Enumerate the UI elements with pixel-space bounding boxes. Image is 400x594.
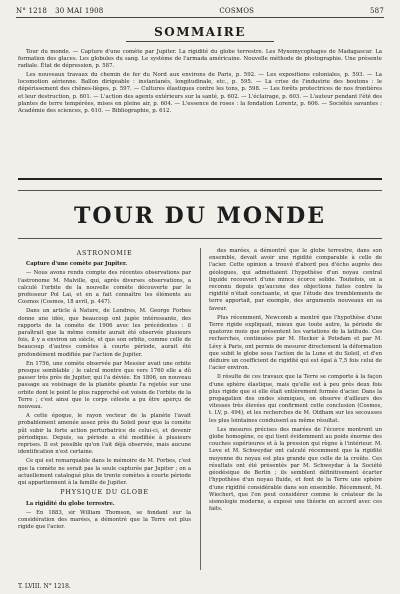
body-paragraph: Les mesures précises des marées de l'écorce montrent un globe homogène, ce qui tient évidemment au poids énorme des couches supérieures et à la pression qui règne à l'intérieur. M. Love et M. Schweydar ont calculé récemment que la rigidité moyenne du noyau est plus grande que celle de la croûte. Ces résultats ont été présentés par M. Schweydar à la Société géodésique de Berlin ; ils semblent définitivement écarter l'hypothèse d'un noyau fluide, et font de la Terre une sphère d'une rigidité considérable dans son ensemble. Récemment, M. Wiechert, que l'on peut considérer comme le créateur de la sismologie moderne, a exposé une théorie en accord avec ces faits. (209, 426, 382, 513)
body-paragraph: A cette époque, le rayon vecteur de la planète l'avait probablement amenée assez près du Soleil pour que la comète pût subir la forte action perturbatrice de celui-ci, et devenir périodique. Depuis, sa période a été modifiée à plusieurs reprises. Il est possible qu'on l'ait déjà observée, mais aucune identification n'est certaine. (18, 413, 191, 456)
body-paragraph: — Nous avons rendu compte des récentes observations par l'astronome M. Malville, qui, après diverses observations, a calculé l'orbite de la nouvelle comète découverte par le professeur Pol Lai, et en a fait connaître les éléments au Cosmos (Cosmos, 18 avril, p. 447). (18, 270, 191, 306)
header-left (16, 7, 103, 15)
issue-date: 30 MAI 1908 (55, 7, 104, 15)
sommaire-text (18, 49, 382, 117)
subheading-rigidite: La rigidité du globe terrestre. (26, 500, 115, 507)
sommaire-title: SOMMAIRE (154, 25, 246, 39)
section-heading-physique: PHYSIQUE DU GLOBE (60, 488, 149, 497)
journal-name: COSMOS (219, 7, 255, 15)
body-paragraph: En 1756, une comète observée par Messier avait une orbite presque semblable ; le calcul montre que vers 1760 elle a dû passer très près de Jupiter, qui l'a déviée. En 1806, un nouveau passage au voisinage de la planète géante l'a rejetée sur une orbite dont le point le plus rapproché est voisin de l'orbite de la Terre ; c'est ainsi que le corps céleste a pu être aperçu de nouveau. (18, 360, 191, 411)
sommaire-paragraph: Les nouveaux travaux du chemin de fer du Nord aux environs de Paris, p. 592. — Les expositions coloniales, p. 593. — La locomotion aérienne. Ballon dirigeable : instantanés, longitudinale, etc., p. 595. — La crise de l'industrie des boutons : le dépérissement des chênes-lièges, p. 597. — Cultures élastiques contre les tons, p. 598. — Les forêts protectrices de nos frontières et leur destruction, p. 601. — L'action des agents extérieurs sur la santé, p. 602. — L'éclairage, p. 603. — L'auteur pendant l'été des plantes de terre tempérées, mises en pleine air, p. 604. — L'essence de roses : la fondation Lorentz, p. 606. — Sociétés savantes : Académie des sciences, p. 610. — Bibliographie, p. 612. (18, 72, 382, 114)
body-paragraph: Plus récemment, Newcomb a montré que l'hypothèse d'une Terre rigide expliquait, mieux que toute autre, la période de quatorze mois que présentent les variations de la latitude. Ces recherches, continuées par M. Hecker à Potsdam et par M. Lévy à Paris, ont permis de mesurer directement la déformation que subit le globe sous l'action de la Lune et du Soleil, et d'en déduire un coefficient de rigidité qui est égal à 7,5 fois celui de l'acier environ. (209, 314, 382, 372)
title-rule-top (18, 190, 382, 191)
right-column (209, 248, 382, 515)
section-heading-astronomie: ASTRONOMIE (76, 249, 133, 257)
section-divider (18, 178, 382, 180)
section-title: TOUR DU MONDE (73, 203, 327, 229)
sommaire-paragraph: Tour du monde. — Capture d'une comète par Jupiter. La rigidité du globe terrestre. Les Myxomycophages de Madagascar. La formation des glaces. Les globules du sang. Le système de l'armada américaine. Nouvelle méthode de photographie. Une présente radiale. État de dépression, p. 587. (18, 49, 382, 70)
column-divider (200, 248, 201, 570)
issue-number: N° 1218 (16, 7, 48, 15)
running-header (16, 5, 384, 18)
subheading-comete: Capture d'une comète par Jupiter. (26, 261, 128, 268)
sommaire-rule (126, 41, 274, 42)
left-column (18, 248, 191, 533)
body-paragraph: Dans un article à Nature, de Londres, M. George Forbes donne une idée, que beaucoup ont jugée intéressante, des rapports de la comète de 1906 avec les précédentes : il paraîtrait que la même comète aurait été observée plusieurs fois, il y a environ un siècle, et que son orbite, comme celle de beaucoup d'autres comètes à courte période, aurait été profondément modifiée par l'action de Jupiter. (18, 308, 191, 358)
body-paragraph: — En 1883, sir William Thomson, se fondant sur la considération des marées, a démontré que la Terre est plus rigide que l'acier. (18, 509, 191, 531)
body-paragraph: Il résulte de ces travaux que la Terre se comporte à la façon d'une sphère élastique, mais qu'elle est à peu près deux fois plus rigide que si elle était entièrement formée d'acier. Dans la propagation des ondes sismiques, on observe d'ailleurs des vitesses très élevées qui confirment cette conclusion (Cosmos, t. LV, p. 494), et les recherches de M. Oldham sur les secousses les plus lointaines conduisent au même résultat. (209, 374, 382, 424)
body-paragraph: des marées, a démontré que le globe terrestre, dans son ensemble, devait avoir une rigidité comparable à celle de l'acier. Cette opinion a trouvé d'abord peu d'écho auprès des géologues, qui admettaient l'hypothèse d'un noyau central liquide recouvert d'une mince écorce solide. Toutefois, on a reconnu depuis qu'aucune des objections faites contre la rigidité n'était concluante, et que l'étude des tremblements de terre apportait, par exemple, des arguments nouveaux en sa faveur. (209, 248, 382, 312)
page-footer: T. LVIII. N° 1218. (18, 583, 71, 590)
body-paragraph: Ce qui est remarquable dans le mémoire de M. Forbes, c'est que la comète ne serait pas la seule capturée par Jupiter ; on a actuellement catalogué plus de trente comètes à courte période qui appartiennent à la famille de Jupiter. (18, 458, 191, 487)
page-number: 587 (370, 7, 384, 15)
title-rule-bottom (18, 238, 382, 239)
